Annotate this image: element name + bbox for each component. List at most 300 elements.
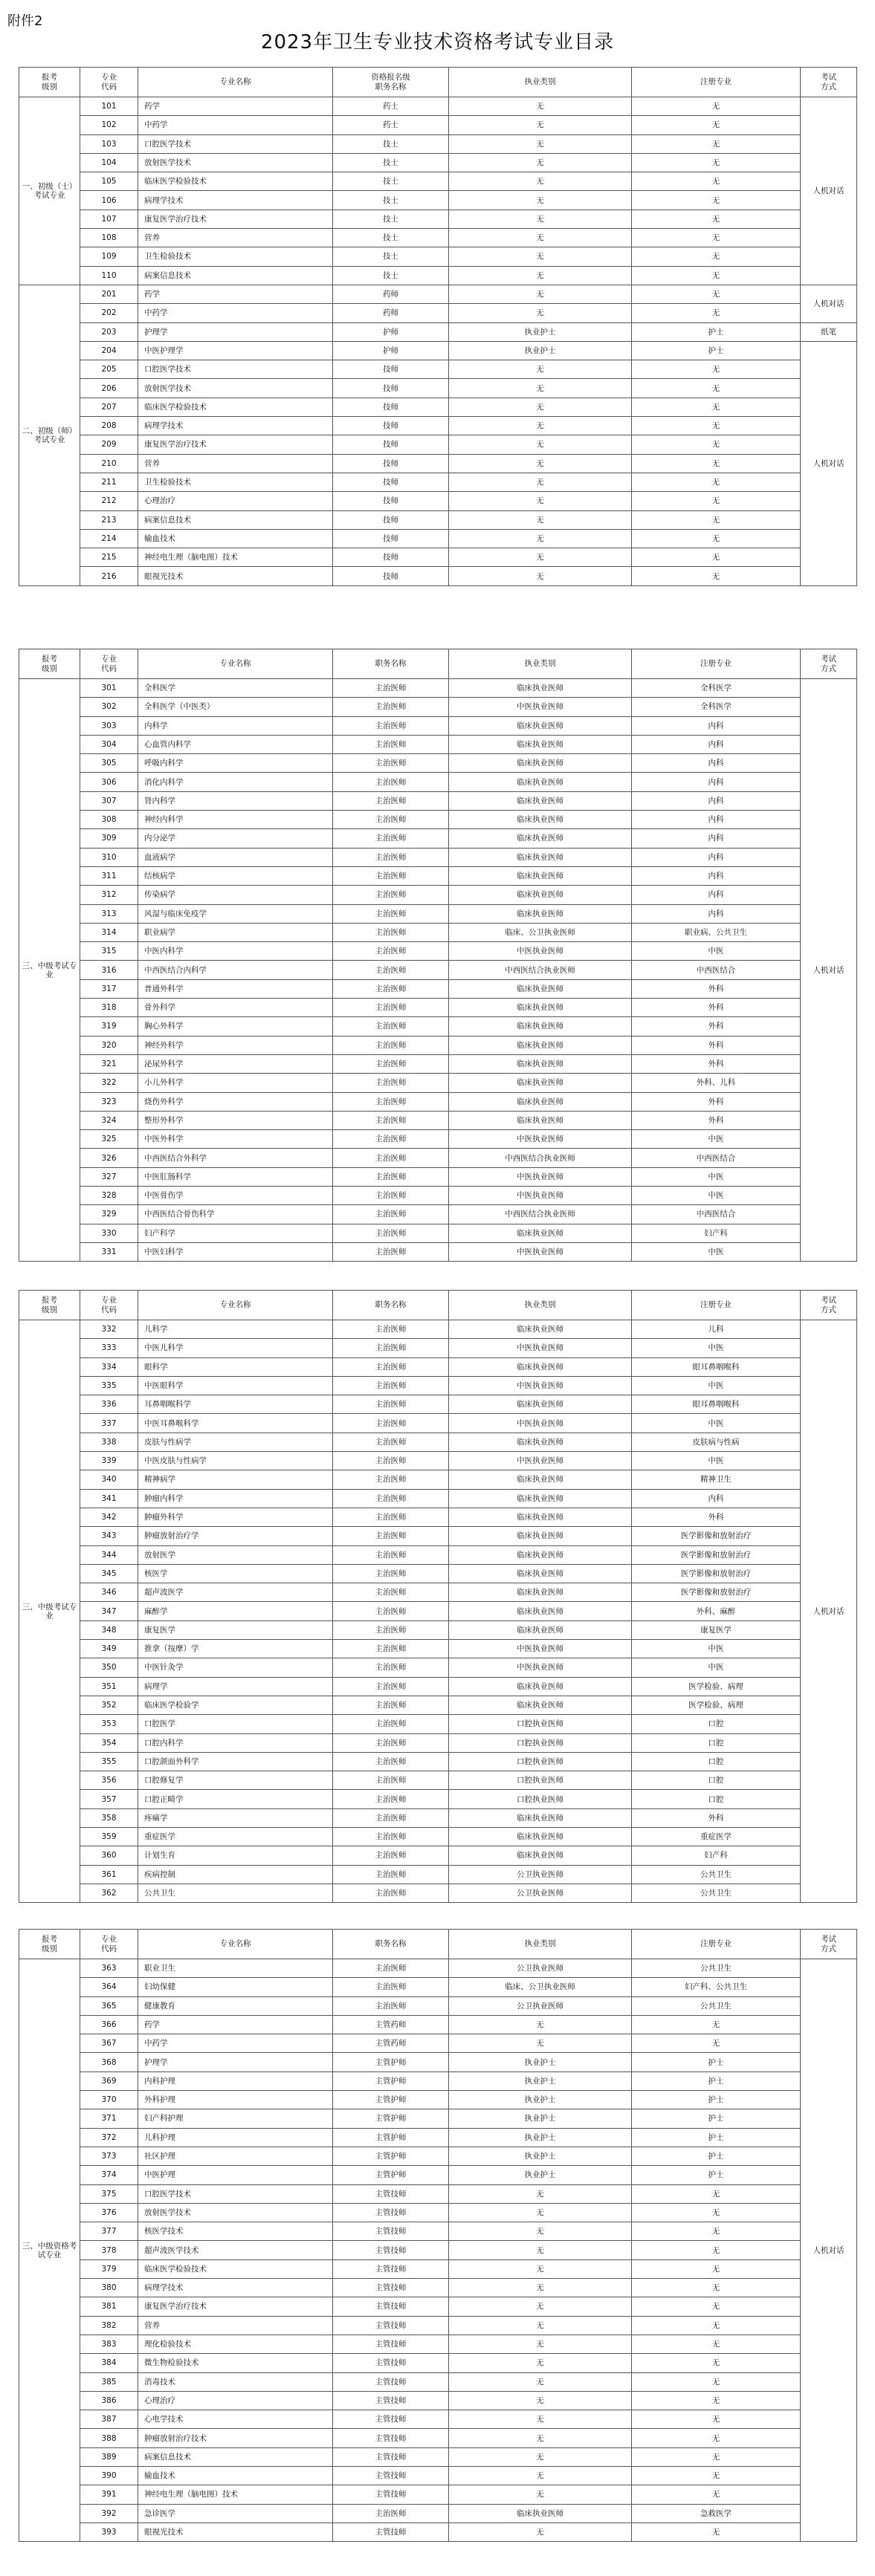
title-cell: 技士: [333, 191, 449, 210]
major-name-cell: 心理治疗: [138, 2391, 333, 2410]
title-cell: 主管护师: [333, 2091, 449, 2109]
major-name-cell: 中西医结合骨伤科学: [138, 1205, 333, 1224]
registration-cell: 无: [632, 473, 801, 491]
code-cell: 365: [80, 1996, 138, 2015]
code-cell: 324: [80, 1111, 138, 1129]
practice-type-cell: 临床执业医师: [449, 1696, 632, 1714]
registration-cell: 内科: [632, 754, 801, 773]
major-name-cell: 肿瘤放射治疗技术: [138, 2429, 333, 2447]
registration-cell: 无: [632, 2467, 801, 2485]
registration-cell: 外科: [632, 999, 801, 1017]
registration-cell: 内科: [632, 811, 801, 829]
title-cell: 主管技师: [333, 2467, 449, 2485]
major-name-cell: 口腔医学技术: [138, 360, 333, 379]
practice-type-cell: 临床执业医师: [449, 999, 632, 1017]
table-row: [19, 229, 857, 247]
practice-type-cell: 无: [449, 247, 632, 266]
title-cell: 主治医师: [333, 886, 449, 904]
title-cell: 主治医师: [333, 1771, 449, 1790]
title-cell: 主治医师: [333, 1640, 449, 1658]
table-row: [19, 510, 857, 529]
practice-type-cell: 临床执业医师: [449, 1808, 632, 1827]
table-row: [19, 2279, 857, 2297]
registration-cell: 中西医结合: [632, 961, 801, 979]
title-cell: 技师: [333, 435, 449, 454]
table-row: [19, 698, 857, 716]
table-row: [19, 1677, 857, 1696]
title-cell: 主管护师: [333, 2166, 449, 2184]
title-cell: 主治医师: [333, 1527, 449, 1545]
practice-type-cell: 临床执业医师: [449, 773, 632, 791]
column-header: 资格报名级 职务名称: [333, 68, 449, 97]
registration-cell: 内科: [632, 904, 801, 923]
exam-mode-cell: 人机对话: [801, 679, 857, 1262]
table-row: [19, 1564, 857, 1583]
code-cell: 331: [80, 1242, 138, 1261]
practice-type-cell: 中西医结合执业医师: [449, 1149, 632, 1167]
title-cell: 主管护师: [333, 2071, 449, 2090]
major-name-cell: 中医妇科学: [138, 1242, 333, 1261]
column-header: 职务名称: [333, 1930, 449, 1959]
code-cell: 327: [80, 1167, 138, 1186]
registration-cell: 护士: [632, 341, 801, 360]
table-row: [19, 1733, 857, 1752]
column-header: 执业类别: [449, 1930, 632, 1959]
registration-cell: 眼耳鼻咽喉科: [632, 1357, 801, 1376]
table-row: [19, 1111, 857, 1129]
registration-cell: 无: [632, 2316, 801, 2335]
title-cell: 主治医师: [333, 979, 449, 998]
title-cell: 主治医师: [333, 829, 449, 848]
practice-type-cell: 无: [449, 304, 632, 322]
practice-type-cell: 口腔执业医师: [449, 1733, 632, 1752]
practice-type-cell: 无: [449, 417, 632, 435]
table-row: [19, 2053, 857, 2071]
code-cell: 321: [80, 1054, 138, 1073]
major-name-cell: 护理学: [138, 322, 333, 341]
practice-type-cell: 中西医结合执业医师: [449, 961, 632, 979]
registration-cell: 外科: [632, 1111, 801, 1129]
major-name-cell: 急诊医学: [138, 2504, 333, 2523]
table-row: [19, 1602, 857, 1620]
title-cell: 主治医师: [333, 1752, 449, 1771]
registration-cell: 医学检验、病理: [632, 1696, 801, 1714]
registration-cell: 无: [632, 116, 801, 134]
registration-cell: 外科: [632, 1508, 801, 1526]
table-row: [19, 153, 857, 172]
table-row: [19, 172, 857, 191]
major-name-cell: 病理学: [138, 1677, 333, 1696]
title-cell: 主治医师: [333, 1320, 449, 1339]
title-cell: 主治医师: [333, 1846, 449, 1865]
table-row: [19, 2222, 857, 2241]
title-cell: 主治医师: [333, 679, 449, 698]
code-cell: 339: [80, 1452, 138, 1470]
column-header: 专业 代码: [80, 1291, 138, 1320]
registration-cell: 无: [632, 2354, 801, 2372]
code-cell: 350: [80, 1658, 138, 1677]
practice-type-cell: 无: [449, 172, 632, 191]
title-cell: 主治医师: [333, 1111, 449, 1129]
major-name-cell: 妇产科学: [138, 1224, 333, 1242]
code-cell: 326: [80, 1149, 138, 1167]
level-label: 一、初级（士）考试专业: [19, 97, 80, 285]
registration-cell: 无: [632, 285, 801, 303]
practice-type-cell: 临床执业医师: [449, 1828, 632, 1846]
table-row: [19, 2034, 857, 2053]
title-cell: 药师: [333, 304, 449, 322]
code-cell: 380: [80, 2279, 138, 2297]
table-row: [19, 848, 857, 866]
major-name-cell: 心理治疗: [138, 492, 333, 510]
code-cell: 377: [80, 2222, 138, 2241]
registration-cell: 康复医学: [632, 1620, 801, 1639]
table-row: [19, 1470, 857, 1489]
table-row: [19, 829, 857, 848]
major-name-cell: 消化内科学: [138, 773, 333, 791]
practice-type-cell: 临床执业医师: [449, 679, 632, 698]
major-name-cell: 病案信息技术: [138, 266, 333, 285]
table-row: [19, 2297, 857, 2316]
major-name-cell: 全科医学: [138, 679, 333, 698]
attachment-label: 附件2: [7, 13, 43, 29]
title-cell: 主治医师: [333, 1564, 449, 1583]
title-cell: 主治医师: [333, 1414, 449, 1433]
title-cell: 技师: [333, 379, 449, 398]
registration-cell: 中医: [632, 1187, 801, 1205]
registration-cell: 外科: [632, 1054, 801, 1073]
code-cell: 334: [80, 1357, 138, 1376]
code-cell: 211: [80, 473, 138, 491]
major-name-cell: 口腔医学技术: [138, 2184, 333, 2203]
code-cell: 216: [80, 567, 138, 585]
major-name-cell: 中医皮肤与性病学: [138, 1452, 333, 1470]
practice-type-cell: 临床执业医师: [449, 1357, 632, 1376]
practice-type-cell: 口腔执业医师: [449, 1715, 632, 1733]
table-row: [19, 1640, 857, 1658]
code-cell: 206: [80, 379, 138, 398]
major-name-cell: 药学: [138, 97, 333, 116]
registration-cell: 无: [632, 2184, 801, 2203]
major-name-cell: 核医学: [138, 1564, 333, 1583]
code-cell: 101: [80, 97, 138, 116]
table-row: [19, 304, 857, 322]
table-row: [19, 2467, 857, 2485]
practice-type-cell: 临床执业医师: [449, 1395, 632, 1414]
code-cell: 371: [80, 2109, 138, 2128]
practice-type-cell: 中医执业医师: [449, 1130, 632, 1149]
registration-cell: 口腔: [632, 1771, 801, 1790]
title-cell: 技师: [333, 454, 449, 473]
practice-type-cell: 临床执业医师: [449, 1470, 632, 1489]
code-cell: 367: [80, 2034, 138, 2053]
registration-cell: 全科医学: [632, 698, 801, 716]
title-cell: 主治医师: [333, 1376, 449, 1395]
practice-type-cell: 无: [449, 473, 632, 491]
code-cell: 207: [80, 398, 138, 416]
code-cell: 342: [80, 1508, 138, 1526]
major-name-cell: 超声波医学技术: [138, 2241, 333, 2259]
title-cell: 主治医师: [333, 1130, 449, 1149]
exam-mode-cell: 人机对话: [801, 1320, 857, 1903]
registration-cell: 无: [632, 2523, 801, 2541]
practice-type-cell: 临床执业医师: [449, 1545, 632, 1564]
title-cell: 主管技师: [333, 2222, 449, 2241]
registration-cell: 无: [632, 360, 801, 379]
major-name-cell: 血液病学: [138, 848, 333, 866]
practice-type-cell: 口腔执业医师: [449, 1771, 632, 1790]
title-cell: 主治医师: [333, 716, 449, 735]
table-row: [19, 97, 857, 116]
code-cell: 205: [80, 360, 138, 379]
practice-type-cell: 无: [449, 97, 632, 116]
code-cell: 201: [80, 285, 138, 303]
table-row: [19, 2184, 857, 2203]
code-cell: 378: [80, 2241, 138, 2259]
registration-cell: 全科医学: [632, 679, 801, 698]
practice-type-cell: 临床执业医师: [449, 1489, 632, 1508]
registration-cell: 外科、麻醉: [632, 1602, 801, 1620]
major-name-cell: 麻醉学: [138, 1602, 333, 1620]
code-cell: 389: [80, 2447, 138, 2466]
title-cell: 主管护师: [333, 2128, 449, 2147]
major-name-cell: 病案信息技术: [138, 2447, 333, 2466]
table-row: [19, 341, 857, 360]
registration-cell: 无: [632, 153, 801, 172]
registration-cell: 无: [632, 492, 801, 510]
code-cell: 358: [80, 1808, 138, 1827]
practice-type-cell: 无: [449, 2354, 632, 2372]
code-cell: 381: [80, 2297, 138, 2316]
code-cell: 309: [80, 829, 138, 848]
practice-type-cell: 无: [449, 116, 632, 134]
title-cell: 技师: [333, 548, 449, 567]
practice-type-cell: 中医执业医师: [449, 1167, 632, 1186]
registration-cell: 无: [632, 304, 801, 322]
table-row: [19, 791, 857, 810]
practice-type-cell: 中医执业医师: [449, 1414, 632, 1433]
practice-type-cell: 无: [449, 360, 632, 379]
practice-type-cell: 临床、公卫执业医师: [449, 1978, 632, 1996]
registration-cell: 无: [632, 2203, 801, 2222]
column-header: 专业 代码: [80, 649, 138, 679]
code-cell: 351: [80, 1677, 138, 1696]
catalog-table: [19, 1290, 857, 1903]
title-cell: 主治医师: [333, 1149, 449, 1167]
practice-type-cell: 中医执业医师: [449, 1242, 632, 1261]
column-header: 专业名称: [138, 649, 333, 679]
registration-cell: 内科: [632, 1489, 801, 1508]
registration-cell: 中西医结合: [632, 1149, 801, 1167]
code-cell: 388: [80, 2429, 138, 2447]
major-name-cell: 心电学技术: [138, 2410, 333, 2429]
practice-type-cell: 无: [449, 191, 632, 210]
title-cell: 主治医师: [333, 1658, 449, 1677]
title-cell: 技师: [333, 360, 449, 379]
registration-cell: 内科: [632, 716, 801, 735]
title-cell: 主管护师: [333, 2109, 449, 2128]
practice-type-cell: 中医执业医师: [449, 1376, 632, 1395]
major-name-cell: 整形外科学: [138, 1111, 333, 1129]
registration-cell: 内科: [632, 886, 801, 904]
code-cell: 341: [80, 1489, 138, 1508]
major-name-cell: 心血管内科学: [138, 735, 333, 753]
major-name-cell: 疼痛学: [138, 1808, 333, 1827]
column-header: 注册专业: [632, 649, 801, 679]
code-cell: 106: [80, 191, 138, 210]
practice-type-cell: 无: [449, 454, 632, 473]
major-name-cell: 护理学: [138, 2053, 333, 2071]
table-row: [19, 492, 857, 510]
practice-type-cell: 无: [449, 2297, 632, 2316]
practice-type-cell: 无: [449, 134, 632, 153]
major-name-cell: 神经电生理（脑电图）技术: [138, 548, 333, 567]
code-cell: 362: [80, 1884, 138, 1902]
practice-type-cell: 无: [449, 379, 632, 398]
practice-type-cell: 临床执业医师: [449, 1846, 632, 1865]
major-name-cell: 中医内科学: [138, 942, 333, 961]
title-cell: 主治医师: [333, 999, 449, 1017]
major-name-cell: 营养: [138, 229, 333, 247]
table-row: [19, 2391, 857, 2410]
table-row: [19, 2504, 857, 2523]
title-cell: 主管技师: [333, 2241, 449, 2259]
table-row: [19, 548, 857, 567]
registration-cell: 无: [632, 229, 801, 247]
code-cell: 347: [80, 1602, 138, 1620]
registration-cell: 无: [632, 266, 801, 285]
code-cell: 109: [80, 247, 138, 266]
registration-cell: 医学影像和放射治疗: [632, 1527, 801, 1545]
major-name-cell: 中医肛肠科学: [138, 1167, 333, 1186]
major-name-cell: 康复医学治疗技术: [138, 2297, 333, 2316]
table-row: [19, 2335, 857, 2353]
major-name-cell: 眼视光技术: [138, 2523, 333, 2541]
registration-cell: 护士: [632, 322, 801, 341]
table-row: [19, 1790, 857, 1808]
code-cell: 335: [80, 1376, 138, 1395]
major-name-cell: 眼科学: [138, 1357, 333, 1376]
practice-type-cell: 执业护士: [449, 2128, 632, 2147]
code-cell: 369: [80, 2071, 138, 2090]
code-cell: 304: [80, 735, 138, 753]
title-cell: 主治医师: [333, 1620, 449, 1639]
major-name-cell: 临床医学检验技术: [138, 2259, 333, 2278]
title-cell: 主管护师: [333, 2053, 449, 2071]
title-cell: 主治医师: [333, 791, 449, 810]
table-row: [19, 322, 857, 341]
code-cell: 353: [80, 1715, 138, 1733]
title-cell: 药师: [333, 285, 449, 303]
major-name-cell: 疾病控制: [138, 1865, 333, 1884]
column-header: 报考 级别: [19, 68, 80, 97]
column-header: 注册专业: [632, 68, 801, 97]
practice-type-cell: 无: [449, 210, 632, 228]
practice-type-cell: 执业护士: [449, 2147, 632, 2165]
practice-type-cell: 无: [449, 2241, 632, 2259]
code-cell: 373: [80, 2147, 138, 2165]
practice-type-cell: 临床执业医师: [449, 791, 632, 810]
registration-cell: 中医: [632, 1414, 801, 1433]
column-header: 注册专业: [632, 1930, 801, 1959]
table-row: [19, 679, 857, 698]
major-name-cell: 泌尿外科学: [138, 1054, 333, 1073]
title-cell: 主治医师: [333, 848, 449, 866]
major-name-cell: 营养: [138, 2316, 333, 2335]
major-name-cell: 康复医学治疗技术: [138, 435, 333, 454]
major-name-cell: 肿瘤放射治疗学: [138, 1527, 333, 1545]
major-name-cell: 放射医学: [138, 1545, 333, 1564]
table-row: [19, 2166, 857, 2184]
major-name-cell: 普通外科学: [138, 979, 333, 998]
registration-cell: 中医: [632, 1640, 801, 1658]
level-label: 三、中级考试专业: [19, 679, 80, 1262]
major-name-cell: 外科护理: [138, 2091, 333, 2109]
practice-type-cell: 无: [449, 510, 632, 529]
title-cell: 主管技师: [333, 2447, 449, 2466]
registration-cell: 医学影像和放射治疗: [632, 1545, 801, 1564]
practice-type-cell: 临床执业医师: [449, 1092, 632, 1111]
title-cell: 主管技师: [333, 2523, 449, 2541]
registration-cell: 内科: [632, 829, 801, 848]
code-cell: 215: [80, 548, 138, 567]
major-name-cell: 内分泌学: [138, 829, 333, 848]
major-name-cell: 口腔医学: [138, 1715, 333, 1733]
table-row: [19, 1339, 857, 1357]
title-cell: 主治医师: [333, 1583, 449, 1602]
column-header: 专业 代码: [80, 1930, 138, 1959]
table-row: [19, 454, 857, 473]
practice-type-cell: 临床执业医师: [449, 754, 632, 773]
code-cell: 356: [80, 1771, 138, 1790]
code-cell: 349: [80, 1640, 138, 1658]
table-row: [19, 1996, 857, 2015]
practice-type-cell: 无: [449, 2034, 632, 2053]
practice-type-cell: 临床执业医师: [449, 735, 632, 753]
code-cell: 337: [80, 1414, 138, 1433]
major-name-cell: 临床医学检验技术: [138, 398, 333, 416]
title-cell: 主管技师: [333, 2279, 449, 2297]
table-row: [19, 923, 857, 941]
registration-cell: 中医: [632, 1452, 801, 1470]
registration-cell: 无: [632, 2372, 801, 2391]
major-name-cell: 推拿（按摩）学: [138, 1640, 333, 1658]
registration-cell: 无: [632, 2447, 801, 2466]
code-cell: 308: [80, 811, 138, 829]
major-name-cell: 药学: [138, 285, 333, 303]
practice-type-cell: 无: [449, 567, 632, 585]
practice-type-cell: 无: [449, 285, 632, 303]
registration-cell: 内科: [632, 866, 801, 885]
table-row: [19, 2241, 857, 2259]
registration-cell: 无: [632, 2429, 801, 2447]
registration-cell: 职业病、公共卫生: [632, 923, 801, 941]
title-cell: 主治医师: [333, 1677, 449, 1696]
practice-type-cell: 中医执业医师: [449, 942, 632, 961]
major-name-cell: 微生物检验技术: [138, 2354, 333, 2372]
column-header: 报考 级别: [19, 1291, 80, 1320]
title-cell: 技士: [333, 266, 449, 285]
title-cell: 主管护师: [333, 2147, 449, 2165]
title-cell: 主治医师: [333, 1696, 449, 1714]
title-cell: 主治医师: [333, 1808, 449, 1827]
table-row: [19, 1583, 857, 1602]
title-cell: 护师: [333, 341, 449, 360]
title-cell: 技士: [333, 153, 449, 172]
code-cell: 104: [80, 153, 138, 172]
title-cell: 主治医师: [333, 923, 449, 941]
registration-cell: 无: [632, 435, 801, 454]
